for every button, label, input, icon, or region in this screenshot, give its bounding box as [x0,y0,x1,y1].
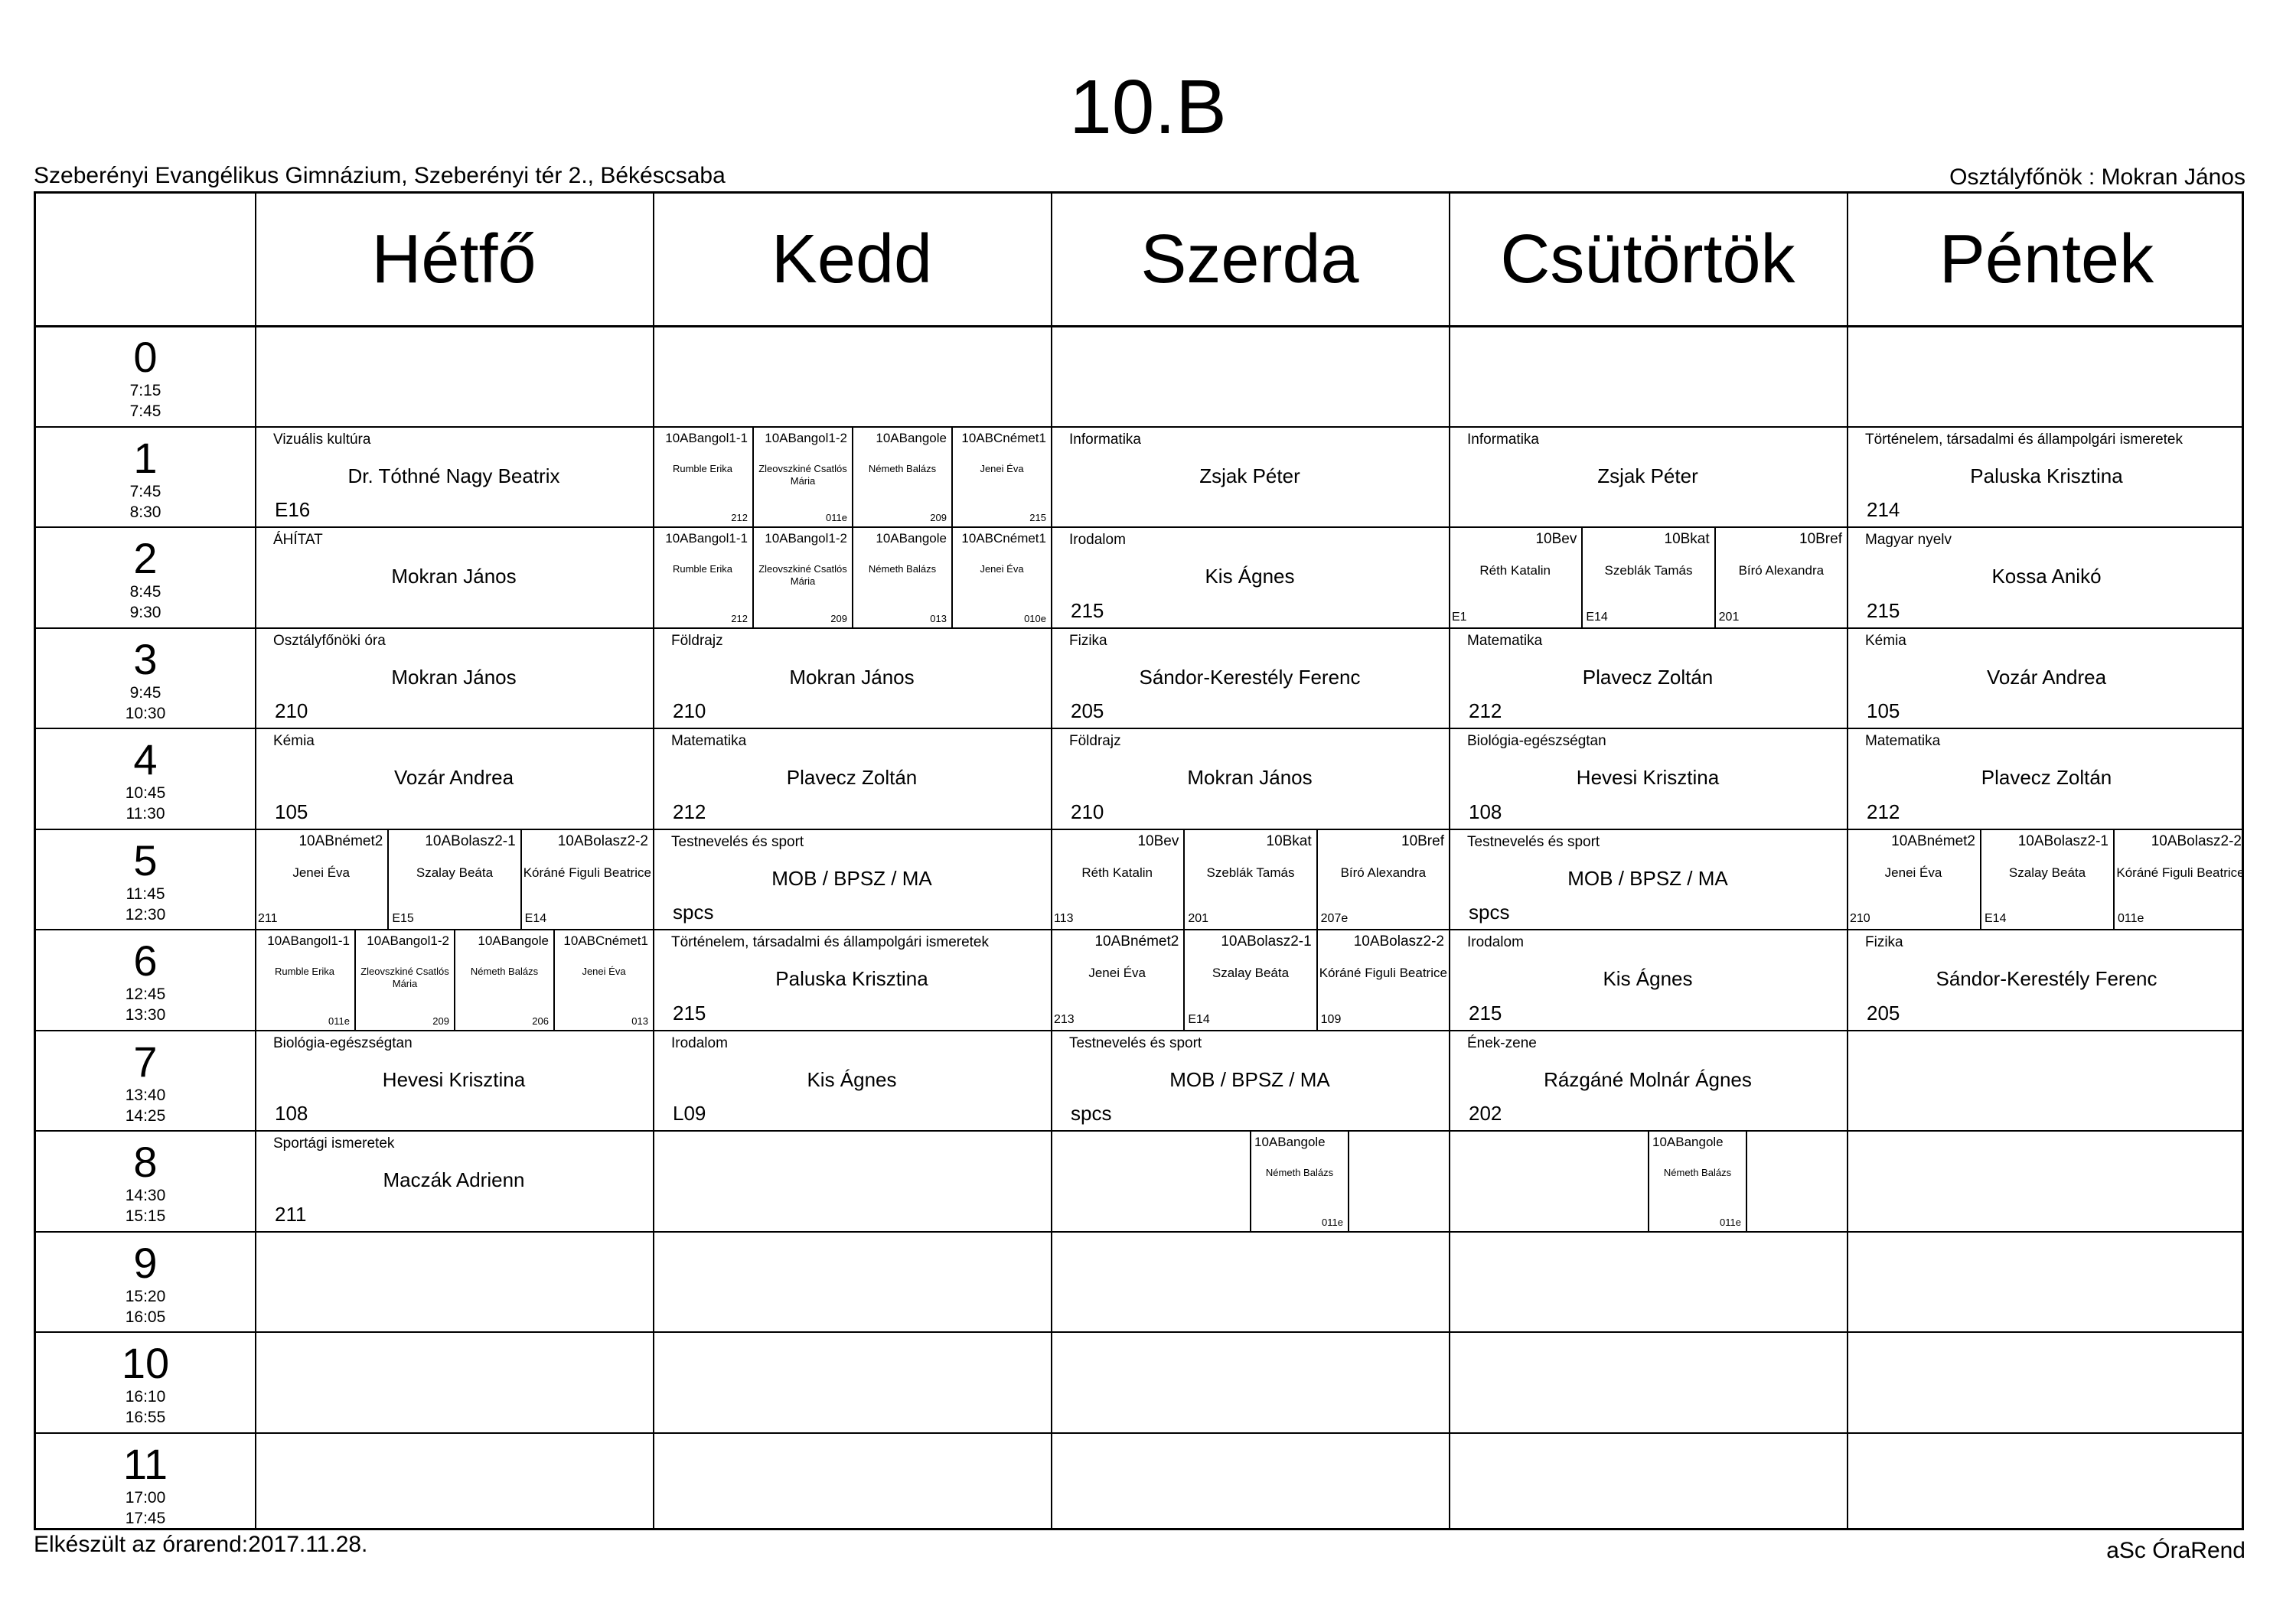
lesson-cell [255,1030,653,1131]
lesson-subject: Biológia-egészségtan [273,1034,413,1051]
period-label [36,1331,255,1432]
lesson-teacher: Mokran János [391,565,517,588]
group-name: 10ABangol1-2 [765,430,847,445]
lesson-teacher: Dr. Tóthné Nagy Beatrix [347,464,560,487]
period-number: 1 [133,433,158,482]
lesson-cell [1051,627,1449,728]
group-teacher: Németh Balázs [470,966,539,977]
lesson-subject: Matematika [671,733,747,749]
lesson-cell [653,728,1051,829]
group-lesson [1714,526,1847,627]
group-teacher: Jenei Éva [292,865,350,880]
period-label [36,1231,255,1332]
group-room: 213 [1054,1012,1075,1026]
lesson-room: 214 [1867,498,1900,521]
group-teacher: Rumble Erika [274,966,335,977]
group-teacher: Zleovszkiné Csatlós Mária [758,563,847,587]
group-name: 10ABangole [1652,1135,1724,1149]
group-lesson [2113,829,2246,930]
group-room: 206 [532,1015,549,1027]
period-number: 0 [133,333,158,381]
lesson-cell [1847,728,2246,829]
group-room: 209 [930,512,947,523]
lesson-room: 205 [1867,1001,1900,1025]
period-start: 10:45 [125,784,166,802]
lesson-cell [1847,426,2246,527]
group-teacher: Jenei Éva [1884,865,1942,880]
period-number: 4 [133,735,158,783]
lesson-room: 211 [275,1202,307,1226]
period-number: 5 [133,836,158,884]
period-number: 9 [133,1238,158,1287]
lesson-subject: Biológia-egészségtan [1467,733,1606,749]
group-room: 013 [631,1015,648,1027]
lesson-cell [1847,829,2246,930]
lesson-room: spcs [1071,1102,1112,1125]
group-room: E14 [524,912,547,925]
group-name: 10ABangol1-2 [367,933,449,948]
group-name: 10ABolasz2-1 [425,832,516,849]
period-start: 15:20 [125,1287,166,1305]
group-room: 212 [731,512,748,523]
group-teacher: Bíró Alexandra [1340,865,1427,880]
lesson-subject: Ének-zene [1467,1034,1537,1051]
lesson-room: 215 [1867,598,1900,622]
lesson-room: 210 [673,699,706,722]
row-divider [36,1432,2242,1434]
lesson-room: spcs [1469,901,1510,924]
lesson-subject: Fizika [1069,632,1107,649]
group-name: 10ABnémet2 [1891,832,1975,849]
group-lesson [454,929,553,1030]
lesson-cell [1847,929,2246,1030]
lesson-cell [1847,526,2246,627]
lesson-subject: Földrajz [1069,733,1121,749]
lesson-cell [653,426,1051,527]
group-room: 209 [432,1015,449,1027]
group-teacher: Zleovszkiné Csatlós Mária [360,966,449,989]
lesson-subject: ÁHÍTAT [273,532,323,548]
group-lesson [653,526,752,627]
group-lesson [752,426,852,527]
lesson-subject: Irodalom [671,1034,728,1051]
group-lesson [1183,829,1316,930]
lesson-teacher: Plavecz Zoltán [786,766,918,789]
group-name: 10ABangol1-2 [765,531,847,546]
period-number: 2 [133,534,158,582]
lesson-cell [255,426,653,527]
lesson-cell [255,829,653,930]
group-name: 10ABangole [1254,1135,1326,1149]
class-title: 10.B [1069,64,1227,150]
lesson-teacher: Vozár Andrea [1986,665,2107,689]
group-lesson [852,526,951,627]
lesson-room: 215 [673,1001,706,1025]
group-room: 010e [1024,612,1046,624]
lesson-cell [653,829,1051,930]
period-end: 16:05 [125,1308,166,1326]
group-teacher: Szeblák Tamás [1604,563,1693,578]
group-lesson [354,929,454,1030]
group-name: 10Bkat [1664,531,1710,547]
lesson-teacher: Mokran János [789,665,915,689]
group-name: 10ABnémet2 [298,832,383,849]
group-name: 10ABangol1-1 [665,430,748,445]
period-end: 14:25 [125,1106,166,1125]
lesson-subject: Informatika [1069,431,1141,448]
lesson-room: 210 [1071,800,1104,823]
lesson-subject: Történelem, társadalmi és állampolgári ismeretek [1865,431,2183,448]
period-end: 9:30 [129,604,161,621]
group-teacher: Németh Balázs [1663,1167,1732,1178]
group-room: 209 [830,612,847,624]
lesson-room: 105 [1867,699,1900,722]
group-teacher: Jenei Éva [582,966,626,977]
lesson-teacher: Sándor-Kerestély Ferenc [1936,967,2157,990]
lesson-subject: Testnevelés és sport [1069,1034,1202,1051]
software-name: aSc ÓraRend [2106,1538,2245,1563]
period-number: 11 [122,1439,168,1488]
group-lesson [1847,829,1980,930]
lesson-subject: Irodalom [1467,934,1524,950]
group-teacher: Réth Katalin [1479,563,1551,578]
lesson-teacher: MOB / BPSZ / MA [1169,1067,1330,1091]
period-end: 16:55 [125,1409,166,1426]
lesson-cell [255,1130,653,1231]
lesson-cell [1051,1030,1449,1131]
lesson-teacher: Vozár Andrea [393,766,514,789]
lesson-room: 212 [1867,800,1900,823]
lesson-subject: Irodalom [1069,532,1126,548]
group-room: 011e [328,1015,350,1027]
lesson-cell [1449,829,1847,930]
group-lesson [752,526,852,627]
group-name: 10ABangol1-1 [267,933,350,948]
group-room: 215 [1029,512,1046,523]
period-label [36,1432,255,1533]
period-end: 11:30 [126,805,165,823]
group-teacher: Zleovszkiné Csatlós Mária [758,462,847,487]
group-room: 210 [1850,912,1870,925]
lesson-room: L09 [673,1102,706,1125]
period-start: 7:45 [129,482,161,500]
group-room: 201 [1718,610,1740,624]
group-lesson [951,426,1051,527]
lesson-room: 212 [1469,699,1502,722]
group-teacher: Rumble Erika [672,563,733,575]
group-name: 10Bref [1401,832,1444,849]
period-start: 14:30 [125,1187,166,1204]
group-name: 10ABangole [478,933,549,948]
group-name: 10ABCnémet1 [563,933,648,948]
period-end: 7:45 [129,402,161,420]
period-start: 7:15 [129,382,161,399]
group-lesson [1581,526,1714,627]
group-name: 10ABCnémet1 [961,430,1046,445]
lesson-subject: Vizuális kultúra [273,431,371,448]
lesson-cell [255,728,653,829]
lesson-cell [653,1030,1051,1131]
lesson-teacher: Hevesi Krisztina [1576,766,1720,789]
period-label [36,627,255,728]
group-name: 10ABangole [876,430,947,445]
lesson-teacher: Kis Ágnes [1603,967,1693,990]
row-divider [36,1231,2242,1233]
day-header: Kedd [771,220,933,298]
group-room: 013 [930,612,947,624]
day-header: Csütörtök [1500,220,1795,298]
group-room: 011e [1322,1216,1343,1228]
day-header: Szerda [1140,220,1359,298]
lesson-subject: Sportági ismeretek [273,1135,395,1152]
group-room: E1 [1452,610,1467,624]
lesson-teacher: MOB / BPSZ / MA [771,866,932,890]
lesson-cell [1449,1130,1847,1231]
group-lesson [553,929,653,1030]
group-room: 212 [731,612,748,624]
lesson-teacher: Hevesi Krisztina [382,1067,526,1091]
lesson-teacher: Zsjak Péter [1597,464,1698,487]
period-label [36,526,255,627]
period-start: 11:45 [126,884,165,903]
group-lesson [1051,829,1183,930]
period-end: 15:15 [125,1207,166,1225]
lesson-subject: Történelem, társadalmi és állampolgári ismeretek [671,934,989,950]
lesson-cell [1449,1030,1847,1131]
lesson-teacher: Paluska Krisztina [775,967,928,990]
group-name: 10ABangol1-1 [665,531,748,546]
lesson-room: E16 [275,498,311,521]
lesson-subject: Kémia [273,733,315,749]
period-start: 9:45 [129,683,161,702]
lesson-teacher: Sándor-Kerestély Ferenc [1139,665,1361,689]
lesson-teacher: Plavecz Zoltán [1582,665,1714,689]
group-lesson [1980,829,2113,930]
group-room: 211 [258,912,278,925]
group-lesson [852,426,951,527]
group-teacher: Kóráné Figuli Beatrice [1319,966,1447,980]
group-name: 10ABnémet2 [1094,933,1179,950]
group-lesson [653,426,752,527]
period-start: 13:40 [125,1086,166,1104]
group-room: 011e [2118,912,2144,925]
group-room: E14 [1188,1012,1210,1026]
group-teacher: Jenei Éva [980,563,1024,575]
group-teacher: Réth Katalin [1081,865,1153,880]
group-teacher: Németh Balázs [868,462,937,474]
group-room: 011e [826,512,847,523]
group-teacher: Bíró Alexandra [1738,563,1825,578]
lesson-cell [1449,526,1847,627]
period-start: 12:45 [125,985,166,1003]
group-lesson [1449,526,1581,627]
group-lesson [1051,929,1183,1030]
lesson-room: 215 [1469,1001,1502,1025]
period-start: 17:00 [125,1488,166,1507]
group-teacher: Jenei Éva [1088,966,1146,980]
group-teacher: Szalay Beáta [416,865,494,880]
period-end: 13:30 [125,1006,166,1024]
group-name: 10Bev [1137,832,1179,849]
lesson-cell [1051,526,1449,627]
row-divider [36,325,2242,327]
group-lesson [255,829,387,930]
lesson-teacher: Maczák Adrienn [383,1168,525,1191]
group-name: 10ABolasz2-2 [2151,832,2242,849]
timetable-grid [34,191,2244,1530]
group-teacher: Rumble Erika [672,462,733,474]
group-name: 10ABolasz2-2 [1353,933,1444,950]
period-number: 8 [133,1138,158,1186]
period-number: 3 [133,634,158,683]
lesson-cell [1051,426,1449,527]
lesson-cell [1449,929,1847,1030]
group-lesson [1316,929,1449,1030]
lesson-room: 205 [1071,699,1104,722]
lesson-subject: Fizika [1865,934,1903,950]
group-room: 113 [1054,912,1074,925]
lesson-teacher: Rázgáné Molnár Ágnes [1544,1067,1752,1091]
group-lesson [1250,1130,1349,1231]
lesson-subject: Osztályfőnöki óra [273,632,386,649]
school-name: Szeberényi Evangélikus Gimnázium, Szeberényi tér 2., Békéscsaba [34,163,726,188]
group-teacher: Szalay Beáta [1212,966,1290,980]
group-teacher: Németh Balázs [868,563,937,575]
lesson-subject: Matematika [1865,733,1941,749]
group-lesson [255,929,354,1030]
lesson-cell [653,929,1051,1030]
group-teacher: Szalay Beáta [2008,865,2086,880]
lesson-teacher: Kossa Anikó [1991,565,2102,588]
lesson-subject: Magyar nyelv [1865,532,1952,548]
lesson-cell [1051,728,1449,829]
group-room: E14 [1586,610,1608,624]
lesson-room: 108 [1469,800,1502,823]
lesson-teacher: Kis Ágnes [1205,565,1295,588]
lesson-cell [255,627,653,728]
period-label [36,728,255,829]
period-label [36,829,255,930]
lesson-teacher: Mokran János [391,665,517,689]
group-name: 10Bkat [1266,832,1312,849]
group-name: 10ABangole [876,531,947,546]
lesson-room: 212 [673,800,706,823]
period-number: 10 [121,1339,170,1387]
group-name: 10ABolasz2-2 [557,832,648,849]
lesson-cell [255,526,653,627]
group-teacher: Kóráné Figuli Beatrice [523,865,651,880]
period-end: 17:45 [125,1509,166,1527]
group-name: 10ABCnémet1 [961,531,1046,546]
group-name: 10Bref [1799,531,1842,547]
group-lesson [387,829,520,930]
lesson-subject: Informatika [1467,431,1539,448]
lesson-room: 210 [275,699,308,722]
lesson-cell [1051,929,1449,1030]
group-lesson [1183,929,1316,1030]
lesson-cell [1051,1130,1449,1231]
period-label [36,1030,255,1131]
period-number: 6 [133,937,158,985]
group-room: 109 [1320,1012,1342,1026]
lesson-teacher: MOB / BPSZ / MA [1567,866,1728,890]
lesson-teacher: Mokran János [1187,766,1313,789]
group-lesson [520,829,653,930]
group-name: 10Bev [1535,531,1577,547]
lesson-room: spcs [673,901,714,924]
lesson-cell [1051,829,1449,930]
group-room: E15 [392,912,414,925]
lesson-teacher: Kis Ágnes [807,1067,897,1091]
group-lesson [1648,1130,1747,1231]
lesson-cell [1449,627,1847,728]
period-label [36,929,255,1030]
lesson-cell [653,526,1051,627]
group-room: E14 [1985,912,2007,925]
lesson-cell [1847,627,2246,728]
lesson-subject: Földrajz [671,632,723,649]
created-date: Elkészült az órarend:2017.11.28. [34,1532,368,1557]
lesson-subject: Matematika [1467,632,1543,649]
lesson-cell [653,627,1051,728]
day-header: Péntek [1939,220,2154,298]
group-room: 207e [1320,912,1349,925]
lesson-room: 202 [1469,1102,1502,1125]
period-start: 16:10 [125,1388,166,1406]
lesson-subject: Kémia [1865,632,1906,649]
period-end: 12:30 [125,905,166,924]
group-teacher: Szeblák Tamás [1206,865,1295,880]
period-label [36,325,255,426]
lesson-cell [255,929,653,1030]
lesson-room: 215 [1071,598,1104,622]
group-lesson [1316,829,1449,930]
lesson-subject: Testnevelés és sport [671,833,804,850]
group-room: 011e [1720,1216,1741,1228]
lesson-teacher: Paluska Krisztina [1970,464,2123,487]
group-lesson [951,526,1051,627]
lesson-room: 108 [275,1102,308,1125]
group-teacher: Jenei Éva [980,462,1024,474]
day-header: Hétfő [371,220,536,298]
group-name: 10ABolasz2-1 [1221,933,1312,950]
group-teacher: Németh Balázs [1265,1167,1334,1178]
group-teacher: Kóráné Figuli Beatrice [2116,865,2245,880]
lesson-cell [1449,728,1847,829]
period-end: 8:30 [129,503,161,521]
period-end: 10:30 [125,704,166,722]
period-number: 7 [133,1037,158,1086]
group-room: 201 [1188,912,1209,925]
period-label [36,426,255,527]
row-divider [36,1331,2242,1333]
group-name: 10ABolasz2-1 [2017,832,2108,849]
lesson-room: 105 [275,800,308,823]
period-start: 8:45 [129,583,161,601]
lesson-subject: Testnevelés és sport [1467,833,1600,850]
head-teacher: Osztályfőnök : Mokran János [1949,165,2245,190]
lesson-cell [1449,426,1847,527]
lesson-teacher: Plavecz Zoltán [1981,766,2112,789]
lesson-teacher: Zsjak Péter [1199,464,1300,487]
period-label [36,1130,255,1231]
